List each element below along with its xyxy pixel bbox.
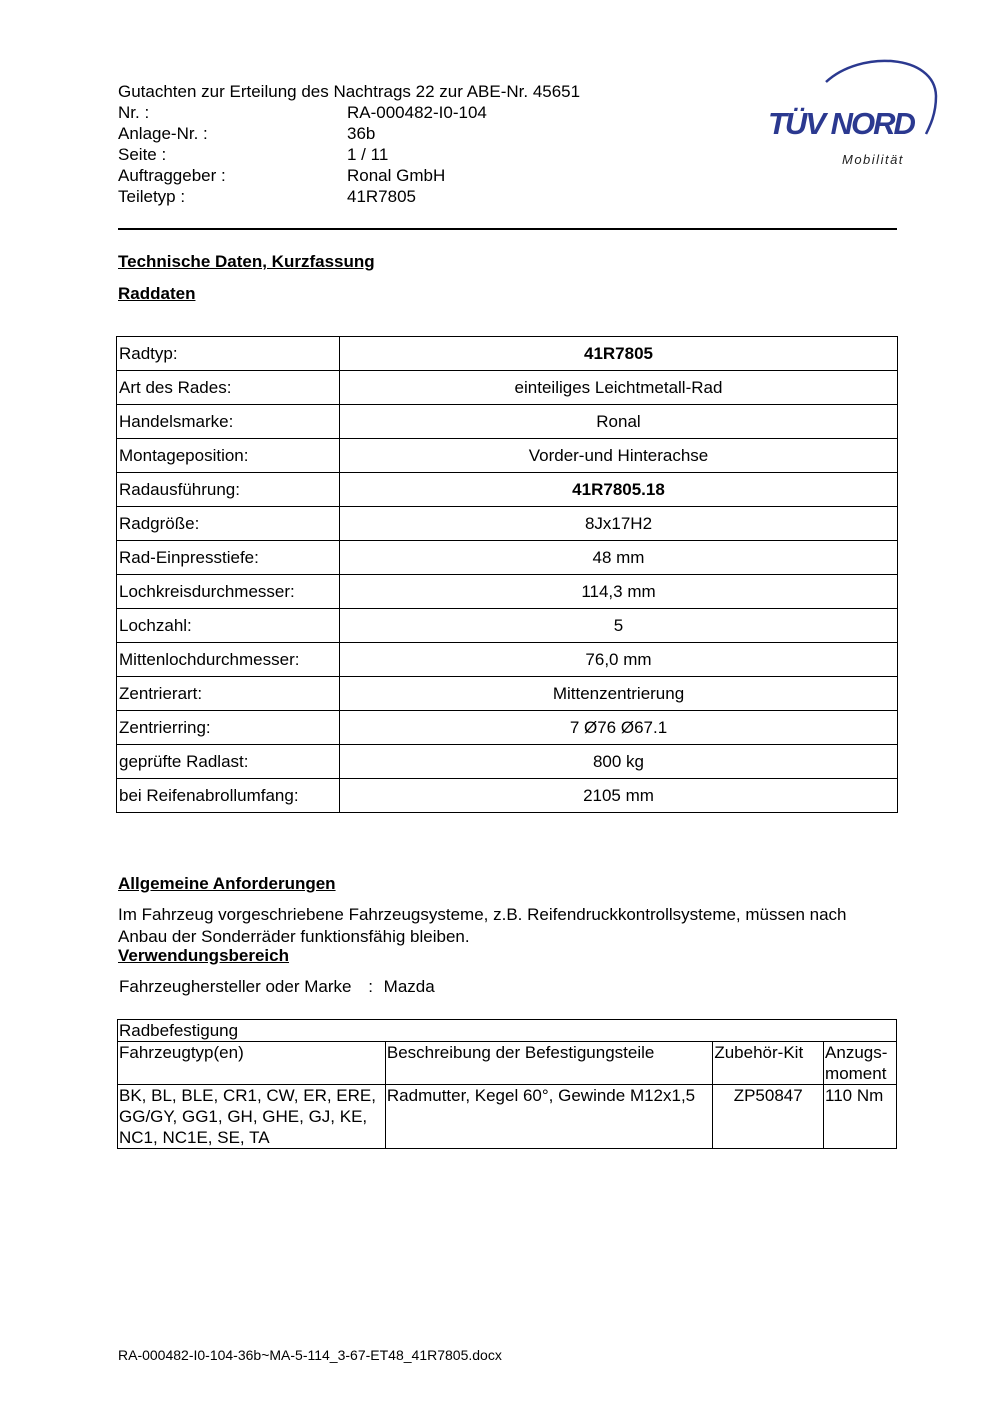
section-title: Technische Daten, Kurzfassung xyxy=(118,252,375,271)
header-label: Teiletyp : xyxy=(118,187,186,206)
header-label: Nr. : xyxy=(118,103,150,122)
raddaten-value-cell: 8Jx17H2 xyxy=(340,507,898,541)
allgemein-title: Allgemeine Anforderungen xyxy=(118,874,336,893)
fahrzeughersteller-label: Fahrzeughersteller oder Marke xyxy=(119,977,352,996)
raddaten-value-cell: 48 mm xyxy=(340,541,898,575)
column-header: Zubehör-Kit xyxy=(713,1042,824,1085)
raddaten-table xyxy=(116,336,898,813)
header-value: 36b xyxy=(347,124,376,143)
table-row xyxy=(117,541,898,575)
raddaten-value-cell: Ronal xyxy=(340,405,898,439)
radbefestigung-title: Radbefestigung xyxy=(118,1020,897,1042)
header-divider xyxy=(118,228,897,230)
header-label: Auftraggeber : xyxy=(118,166,226,185)
document-title: Gutachten zur Erteilung des Nachtrags 22 zur ABE-Nr. 45651 xyxy=(118,82,581,101)
raddaten-label-cell: Rad-Einpresstiefe: xyxy=(117,541,340,575)
fahrzeughersteller-value: Mazda xyxy=(383,977,435,996)
logo-wordmark: TÜV NORD xyxy=(768,106,914,141)
raddaten-value-cell: Mittenzentrierung xyxy=(340,677,898,711)
table-header-row xyxy=(118,1042,897,1085)
header-row-auftraggeber xyxy=(118,165,580,186)
table-row xyxy=(117,507,898,541)
header-label: Anlage-Nr. : xyxy=(118,124,208,143)
raddaten-label-cell: Lochkreisdurchmesser: xyxy=(117,575,340,609)
verwendung-title: Verwendungsbereich xyxy=(118,946,289,965)
raddaten-label-cell: Zentrierart: xyxy=(117,677,340,711)
table-row xyxy=(117,575,898,609)
raddaten-value-cell: 2105 mm xyxy=(340,779,898,813)
raddaten-label-cell: geprüfte Radlast: xyxy=(117,745,340,779)
raddaten-label-cell: Mittenlochdurchmesser: xyxy=(117,643,340,677)
header-label: Seite : xyxy=(118,145,167,164)
raddaten-label-cell: Montageposition: xyxy=(117,439,340,473)
raddaten-value-cell: 41R7805 xyxy=(340,337,898,371)
column-header: Anzugs- moment xyxy=(824,1042,897,1085)
table-row xyxy=(117,745,898,779)
header-row-teiletyp xyxy=(118,186,580,207)
allgemein-text: Im Fahrzeug vorgeschriebene Fahrzeugsysteme, z.B. Reifendruckkontrollsysteme, müssen nach Anbau der Sonderräder funktionsfähig bleiben. xyxy=(118,905,847,946)
raddaten-label-cell: Radgröße: xyxy=(117,507,340,541)
raddaten-label-cell: Zentrierring: xyxy=(117,711,340,745)
header-row-nr xyxy=(118,102,580,123)
raddaten-value-cell: einteiliges Leichtmetall-Rad xyxy=(340,371,898,405)
radbefestigung-table xyxy=(117,1019,897,1149)
raddaten-value-cell: 800 kg xyxy=(340,745,898,779)
header-value: 41R7805 xyxy=(347,187,417,206)
raddaten-label-cell: Handelsmarke: xyxy=(117,405,340,439)
table-row xyxy=(117,711,898,745)
raddaten-value-cell: Vorder-und Hinterachse xyxy=(340,439,898,473)
tuev-nord-logo xyxy=(760,56,945,176)
table-row xyxy=(117,337,898,371)
raddaten-label-cell: Art des Rades: xyxy=(117,371,340,405)
table-row xyxy=(117,371,898,405)
raddaten-value-cell: 5 xyxy=(340,609,898,643)
raddaten-label-cell: Lochzahl: xyxy=(117,609,340,643)
footer-filename: RA-000482-I0-104-36b~MA-5-114_3-67-ET48_41R7805.docx xyxy=(118,1347,502,1363)
table-row xyxy=(117,473,898,507)
table-row xyxy=(117,779,898,813)
logo-subtitle: Mobilität xyxy=(842,152,904,167)
zubehoer-kit-cell: ZP50847 xyxy=(713,1085,824,1149)
raddaten-title: Raddaten xyxy=(118,284,196,303)
table-row xyxy=(117,643,898,677)
raddaten-value-cell: 7 Ø76 Ø67.1 xyxy=(340,711,898,745)
document-header xyxy=(118,81,580,207)
header-value: 1 / 11 xyxy=(347,145,389,164)
raddaten-value-cell: 76,0 mm xyxy=(340,643,898,677)
table-row xyxy=(117,609,898,643)
header-value: RA-000482-I0-104 xyxy=(347,103,487,122)
raddaten-value-cell: 41R7805.18 xyxy=(340,473,898,507)
table-row xyxy=(118,1085,897,1149)
raddaten-value-cell: 114,3 mm xyxy=(340,575,898,609)
header-row-anlage xyxy=(118,123,580,144)
table-row xyxy=(117,439,898,473)
fahrzeughersteller-row xyxy=(119,977,435,997)
anzugsmoment-cell: 110 Nm xyxy=(824,1085,897,1149)
raddaten-label-cell: Radtyp: xyxy=(117,337,340,371)
fahrzeugtypen-cell: BK, BL, BLE, CR1, CW, ER, ERE, GG/GY, GG1, GH, GHE, GJ, KE, NC1, NC1E, SE, TA xyxy=(118,1085,386,1149)
table-row xyxy=(117,677,898,711)
beschreibung-cell: Radmutter, Kegel 60°, Gewinde M12x1,5 xyxy=(385,1085,712,1149)
raddaten-label-cell: Radausführung: xyxy=(117,473,340,507)
raddaten-label-cell: bei Reifenabrollumfang: xyxy=(117,779,340,813)
column-header: Beschreibung der Befestigungsteile xyxy=(385,1042,712,1085)
fahrzeughersteller-separator: : xyxy=(368,977,373,996)
table-row xyxy=(117,405,898,439)
column-header: Fahrzeugtyp(en) xyxy=(118,1042,386,1085)
header-value: Ronal GmbH xyxy=(347,166,446,185)
table-row xyxy=(118,1020,897,1042)
header-row-seite xyxy=(118,144,580,165)
